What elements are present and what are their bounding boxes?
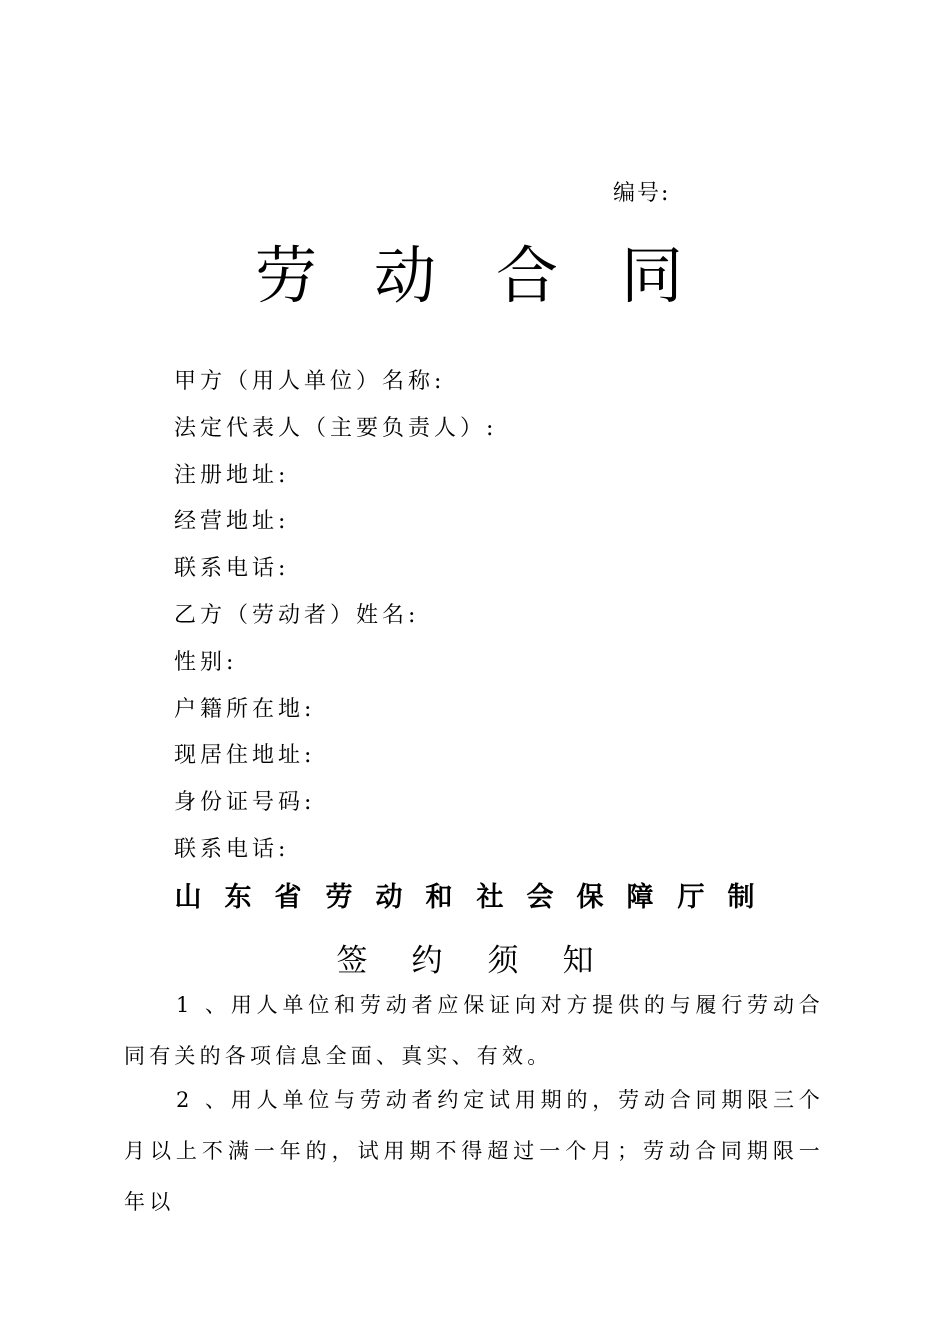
field-household-registration: 户籍所在地: xyxy=(174,696,316,722)
publisher-char: 社 xyxy=(476,882,504,913)
publisher-char: 厅 xyxy=(677,882,705,913)
field-business-address: 经营地址: xyxy=(174,509,290,535)
publisher-char: 劳 xyxy=(325,882,353,913)
contract-title-char: 劳 xyxy=(254,239,317,312)
publisher-char: 会 xyxy=(526,882,554,913)
field-current-address: 现居住地址: xyxy=(174,743,316,769)
field-gender: 性别: xyxy=(174,649,238,675)
field-employee-name: 乙方（劳动者）姓名: xyxy=(174,602,420,628)
publisher-char: 省 xyxy=(274,882,302,913)
field-employee-phone: 联系电话: xyxy=(174,836,290,862)
notice-title-char: 知 xyxy=(562,943,594,979)
contract-number-label: 编号: xyxy=(613,181,671,206)
notice-title-char: 约 xyxy=(411,943,443,979)
publisher-char: 动 xyxy=(375,882,403,913)
notice-title-char: 须 xyxy=(487,943,519,979)
publisher-char: 和 xyxy=(425,882,453,913)
party-info-fields xyxy=(174,364,874,879)
publisher-char: 东 xyxy=(224,882,252,913)
notice-paragraph: 1 、用人单位和劳动者应保证向对方提供的与履行劳动合同有关的各项信息全面、真实、有效。 xyxy=(124,993,824,1068)
field-id-number: 身份证号码: xyxy=(174,790,316,816)
field-employer-name: 甲方（用人单位）名称: xyxy=(174,369,446,394)
contract-title-char: 同 xyxy=(620,239,683,312)
notice-title-char: 签 xyxy=(336,943,368,979)
publisher-char: 保 xyxy=(576,882,604,913)
field-registered-address: 注册地址: xyxy=(174,462,290,488)
field-employer-phone: 联系电话: xyxy=(174,556,290,582)
notice-paragraph: 2 、用人单位与劳动者约定试用期的，劳动合同期限三个月以上不满一年的，试用期不得超过一个月；劳动合同期限一年以 xyxy=(124,1088,824,1214)
publisher-char: 制 xyxy=(727,882,755,913)
publisher-char: 障 xyxy=(626,882,654,913)
field-legal-representative: 法定代表人（主要负责人）: xyxy=(174,415,498,441)
publisher-line xyxy=(174,876,774,920)
contract-title-char: 动 xyxy=(373,239,436,312)
contract-title-char: 合 xyxy=(495,239,558,312)
publisher-char: 山 xyxy=(174,882,202,913)
notice-title xyxy=(0,936,950,986)
